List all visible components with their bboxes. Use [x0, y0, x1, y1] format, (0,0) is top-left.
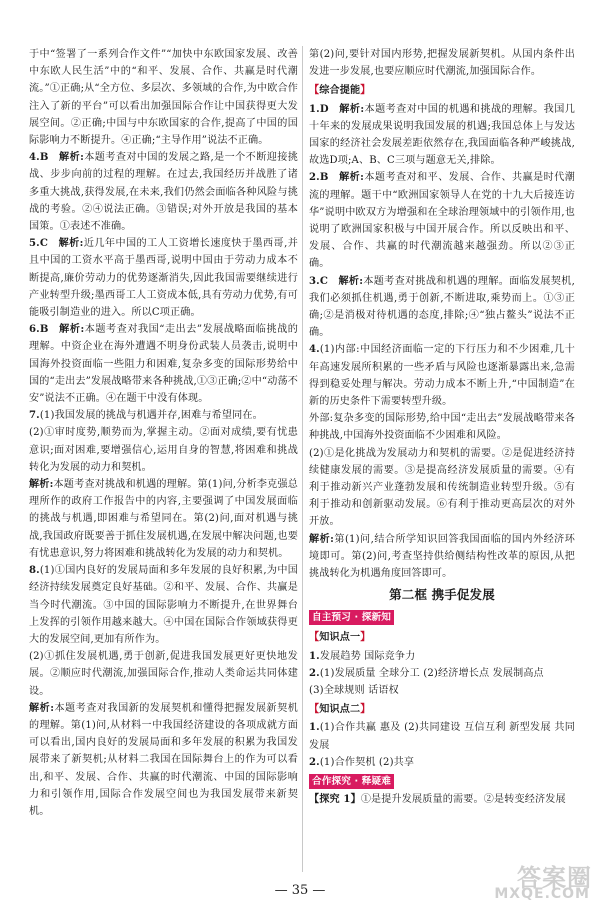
paragraph-text: (2)①审时度势,顺势而为,掌握主动。②面对成绩,要有忧患意识;面对困难,要增强信心,运用自身的智慧,将困难和挑战转化为发展的动力和契机。 — [29, 427, 298, 473]
answer-paragraph — [29, 235, 298, 321]
question-number: 2. — [309, 172, 320, 184]
answer-paragraph — [29, 648, 298, 700]
paragraph-text: 本题考查对我国“走出去”发展战略面临挑战的理解。中资企业在海外遭遇不明身份武装人员袭击,说明中国海外投资面临一些阻力和困难,复杂多变的国际形势给中国的“走出去”发展战略带来各种挑战,①③正确;②中“动荡不安”说法不正确。④在题干中没有体现。 — [29, 324, 298, 405]
analysis-label: 解析: — [309, 533, 335, 545]
answer-paragraph — [309, 531, 575, 583]
answer-paragraph — [309, 410, 575, 444]
analysis-label: 解析: — [338, 275, 364, 287]
question-number: 6. — [29, 324, 40, 336]
question-number: 1. — [309, 650, 320, 662]
section-banner: 自主预习 · 探新知 — [309, 610, 394, 625]
analysis-label: 解析: — [29, 479, 54, 491]
paragraph-text: 本题考查对中国的发展之路,是一个不断迎接挑战、步步向前的过程的理解。在过去,我国经历并战胜了诸多重大挑战,获得发展,在未来,我们仍然会面临各种风险与挑战的考验。②④说法正确。③错误;对外开放是我国的基本国策。①表述不准确。 — [29, 152, 298, 233]
question-number: 1. — [309, 722, 320, 734]
bracket-left: 【 — [309, 85, 320, 97]
answer-paragraph — [29, 407, 298, 424]
answer-paragraph — [309, 791, 575, 808]
answer-paragraph — [29, 149, 298, 235]
subsection-heading — [309, 629, 575, 646]
question-number: 4. — [29, 152, 40, 164]
paragraph-text: (1)合作共赢 惠及 (2)共同建设 互信互利 新型发展 共同发展 — [309, 722, 575, 751]
bracket-right: 】 — [360, 85, 371, 97]
paragraph-text: 于中“签署了一系列合作文件”“加快中东欧国家发展、改善中东欧人民生活”中的“和平、发展、合作、共赢是时代潮流。”①正确;从“全方位、多层次、多领域的合作,为中欧合作注入了新的平台”可以看出加强国际合作让中国获得更大发展空间。②正确;中国与中东欧国家的合作,提高了中国的国际影响力不断提升。④正确;“主导作用”说法不正确。 — [29, 49, 298, 147]
paragraph-text: 本题考查对我国新的发展契机和懂得把握发展新契机的理解。第(1)问,从材料一中我国经济建设的各项成就方面可以看出,国内良好的发展局面和多年发展的积累为我国发展带来了新契机;从材料二我国在国际舞台上的作为可以看出,和平、发展、合作、共赢的时代潮流、中国的国际影响力和引领作用,国际合作发展空间也为我国发展带来新契机。 — [29, 702, 298, 817]
answer-paragraph — [309, 682, 575, 699]
paragraph-text: (1)我国发展的挑战与机遇并存,困难与希望同在。 — [39, 410, 263, 422]
answer-paragraph — [309, 341, 575, 410]
paragraph-text: 第(2)问,要针对国内形势,把握发展新契机。从国内条件出发进一步发展,也要应顺应时代潮流,加强国际合作。 — [309, 49, 575, 78]
question-number: 7. — [29, 410, 40, 422]
answer-paragraph — [309, 169, 575, 272]
answer-paragraph — [309, 46, 575, 80]
answer-choice: D — [319, 103, 329, 115]
section-banner: 合作探究 · 释疑难 — [309, 774, 394, 789]
subsection-label: 知识点二 — [319, 704, 361, 716]
answer-choice: B — [319, 172, 329, 184]
section-banner-row — [309, 771, 575, 791]
paragraph-text: 本题考查对挑战和机遇的理解。面临发展契机,我们必须抓住机遇,勇于创新,不断进取,乘势而上。①③正确;②是消极对待机遇的态度,排除;④“独占鳌头”说法不正确。 — [309, 275, 575, 339]
subsection-heading — [309, 701, 575, 718]
analysis-label: 解析: — [29, 702, 55, 714]
answer-paragraph — [309, 719, 575, 753]
paragraph-text: (2)①是化挑战为发展动力和契机的需要。②是促进经济持续健康发展的需要。③是提高经济发展质量的需要。④有利于推动新兴产业蓬勃发展和传统制造业转型升级。⑤有利于推动和创新驱动发展。⑥有利于推动更高层次的对外开放。 — [309, 447, 575, 528]
paragraph-text: 第(1)问,结合所学知识回答我国面临的国内外经济环境即可。第(2)问,考查坚持供给侧结构性改革的原因,从把挑战转化为机遇角度回答即可。 — [309, 533, 575, 580]
paragraph-text: 发展趋势 国际竞争力 — [319, 650, 416, 662]
answer-choice: C — [39, 238, 49, 250]
question-number: 8. — [29, 565, 40, 577]
paragraph-text: (1)内部:中国经济面临一定的下行压力和不少困难,几十年高速发展所积累的一些矛盾与风险也逐渐暴露出来,急需得到稳妥处理与解决。劳动力成本不断上升,“中国制造”在新的历史条件下需要转型升级。 — [309, 344, 575, 408]
answer-paragraph — [29, 476, 298, 562]
paragraph-text: 本题考查对中国的机遇和挑战的理解。我国几十年来的发展成果说明我国发展的机遇;我国总体上与发达国家的经济社会发展差距依然存在,我国面临各种严峻挑战,故选D项;A、B、C三项与题意无关,排除。 — [309, 103, 575, 167]
bracket-right: 】 — [360, 632, 371, 644]
paragraph-text: 本题考查对挑战和机遇的理解。第(1)问,分析李克强总理所作的政府工作报告中的内容,主要强调了中国发展面临的挑战与机遇,即困难与希望同在。第(2)问,面对机遇与挑战,我国政府既要善于抓住发展机遇,在发展中解决问题,也要有忧患意识,努力将困难和挑战转化为发展的动力和契机。 — [29, 479, 298, 559]
analysis-label: 解析: — [338, 172, 365, 184]
answer-paragraph — [309, 665, 575, 682]
question-number: 3. — [309, 275, 320, 287]
paragraph-text: 外部:复杂多变的国际形势,给中国“走出去”发展战略带来各种挑战,中国海外投资面临不少困难和风险。 — [309, 413, 575, 442]
analysis-label: 解析: — [339, 103, 365, 115]
analysis-label: 【探究 1】 — [309, 793, 361, 805]
answer-paragraph — [29, 700, 298, 820]
section-title: 第二框 携手促发展 — [389, 587, 495, 603]
question-number: 5. — [29, 238, 40, 250]
watermark-logo — [494, 858, 592, 904]
answer-paragraph — [309, 445, 575, 531]
paragraph-text: 本题考查对和平、发展、合作、共赢是时代潮流的理解。题干中“欧洲国家领导人在党的十九大后接连访华”说明中欧双方为增强和在全球治理领域中的引领作用,也说明了欧洲国家积极与中国开展合作。所以反映出和平、发展、合作、共赢的时代潮流越来越强劲。所以②③正确。 — [309, 172, 575, 270]
bracket-left: 【 — [309, 632, 320, 644]
paragraph-text: (1)合作契机 (2)共享 — [319, 756, 415, 768]
answer-paragraph — [309, 273, 575, 342]
paragraph-text: ①是提升发展质量的需要。②是转变经济发展 — [360, 793, 566, 805]
paragraph-text: (1)①国内良好的发展局面和多年发展的良好积累,为中国经济持续发展奠定良好基础。②和平、发展、合作、共赢是当今时代潮流。③中国的国际影响力不断提升,在世界舞台上发挥的引领作用越来越大。④中国在国际合作领域获得更大的发展空间,更加有所作为。 — [29, 565, 298, 645]
paragraph-text: (2)①抓住发展机遇,勇于创新,促进我国发展更好更快地发展。②顺应时代潮流,加强国际合作,推动人类命运共同体建设。 — [29, 651, 298, 697]
bracket-left: 【 — [309, 704, 320, 716]
paragraph-text: 近几年中国的工人工资增长速度快于墨西哥,并且中国的工资水平高于墨西哥,说明中国由于劳动力成本不断提高,廉价劳动力的优势逐渐消失,因此我国需要继续进行产业转型升级;墨西哥工人工资成本低,具有劳动力优势,有可能吸引制造业的进入。所以C项正确。 — [29, 238, 298, 319]
question-number: 2. — [309, 756, 320, 768]
subsection-heading — [309, 82, 575, 99]
answer-paragraph — [29, 46, 298, 149]
answer-choice: C — [319, 275, 329, 287]
answer-paragraph — [29, 424, 298, 476]
answer-choice: B — [39, 152, 49, 164]
paragraph-text: (1)发展质量 全球分工 (2)经济增长点 发展制高点 — [319, 667, 544, 679]
page-number: — 35 — — [274, 883, 326, 898]
answer-paragraph — [309, 101, 575, 170]
right-column — [309, 46, 575, 808]
answer-paragraph — [309, 648, 575, 665]
bracket-right: 】 — [360, 704, 371, 716]
answer-paragraph — [29, 321, 298, 407]
section-banner-row — [309, 607, 575, 627]
watermark-text: 答案圈 — [517, 864, 592, 892]
analysis-label: 解析: — [58, 152, 84, 164]
answer-choice: B — [39, 324, 49, 336]
paragraph-text: (3)全球规则 话语权 — [309, 684, 399, 696]
column-divider — [302, 46, 303, 872]
question-number: 2. — [309, 667, 320, 679]
subsection-label: 知识点一 — [319, 632, 361, 644]
question-number: 1. — [309, 103, 320, 115]
question-number: 4. — [309, 344, 320, 356]
analysis-label: 解析: — [58, 238, 84, 250]
left-column — [29, 46, 298, 820]
subsection-label: 综合提能 — [319, 85, 361, 97]
answer-paragraph — [309, 754, 575, 771]
answer-paragraph — [29, 562, 298, 648]
analysis-label: 解析: — [58, 324, 85, 336]
watermark-domain: MXQE.COM — [494, 886, 590, 902]
